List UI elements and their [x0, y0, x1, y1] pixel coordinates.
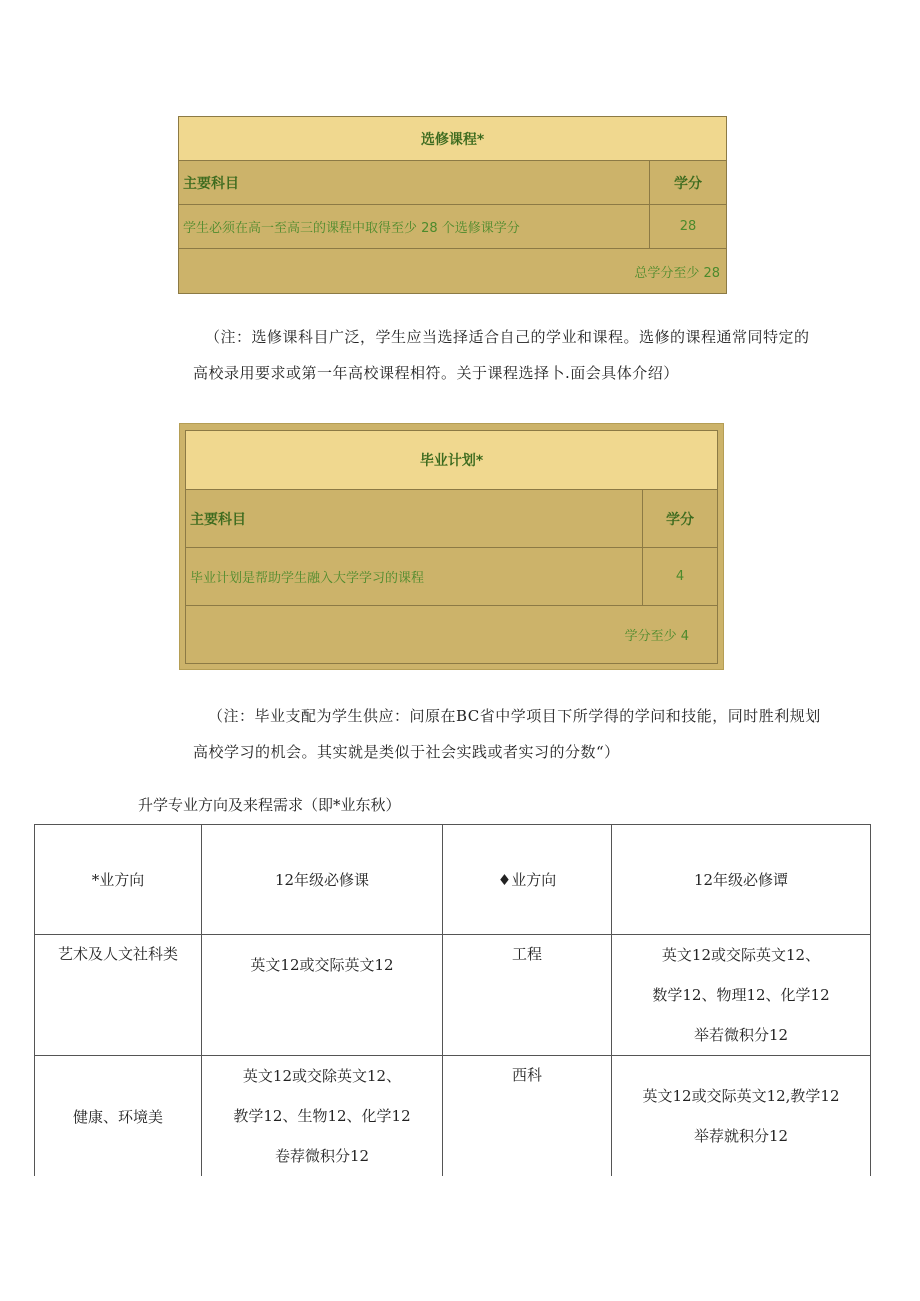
elective-table-title: 选修课程* [179, 117, 727, 161]
grad-total: 学分至少 4 [186, 606, 718, 664]
req-row2-course1-line: 卷荐微积分12 [274, 1147, 370, 1165]
elective-total: 总学分至少 28 [179, 249, 727, 294]
note-grad [208, 699, 821, 733]
req-row1-course2-line: 英文12或交际英文12、 [661, 946, 821, 964]
req-header-major2: ♦业方向 [443, 825, 612, 935]
req-row2-course2-line: 举荐就积分12 [693, 1127, 789, 1145]
table-row [35, 935, 871, 1056]
req-row2-major1: 健康、环境美 [35, 1056, 202, 1177]
elective-col-subject: 主要科目 [179, 161, 650, 205]
req-row2-course1-line: 英文12或交除英文12、 [242, 1067, 402, 1085]
note-elective-line2: 高校录用要求或第一年高校课程相符。关于课程选择卜.面会具体介绍） [193, 364, 679, 382]
elective-row-text: 学生必须在高一至高三的课程中取得至少 28 个选修课学分 [179, 205, 650, 249]
grad-table-title: 毕业计划* [186, 431, 718, 490]
req-row2-major2: 西科 [443, 1056, 612, 1177]
req-row1-major1: 艺术及人文社科类 [35, 935, 202, 1056]
req-row1-courses2 [612, 935, 871, 1056]
grad-table [185, 430, 718, 664]
req-row1-course2-line: 举若微积分12 [693, 1026, 789, 1044]
note-grad-line1: （注：毕业支配为学生供应：问原在BC省中学项目下所学得的学问和技能，同时胜利规划 [208, 707, 821, 725]
note-elective-line1: （注：选修课科目广泛，学生应当选择适合自己的学业和课程。选修的课程通常同特定的 [205, 328, 810, 346]
note-elective [205, 320, 810, 354]
grad-row-text: 毕业计划是帮助学生融入大学学习的课程 [186, 548, 643, 606]
req-row2-courses1 [202, 1056, 443, 1177]
req-header-courses1: 12年级必修课 [202, 825, 443, 935]
note-grad-cont [193, 735, 620, 769]
req-row1-course2-line: 数学12、物理12、化学12 [652, 986, 830, 1004]
req-title: 升学专业方向及来程需求（即*业东秋） [138, 796, 401, 814]
req-row1-courses1 [202, 935, 443, 1056]
req-header-row [35, 825, 871, 935]
grad-col-credits: 学分 [643, 490, 718, 548]
note-grad-line2: 高校学习的机会。其实就是类似于社会实践或者实习的分数“） [193, 743, 620, 761]
req-row2-course2-line: 英文12或交际英文12,教学12 [642, 1087, 840, 1105]
req-row2-course1-line: 教学12、生物12、化学12 [233, 1107, 411, 1125]
note-elective-cont [193, 356, 679, 390]
req-table [34, 824, 871, 1176]
req-header-major1: *业方向 [35, 825, 202, 935]
elective-row-credits: 28 [650, 205, 727, 249]
req-header-courses2: 12年级必修谭 [612, 825, 871, 935]
elective-table [178, 116, 727, 294]
req-row1-major2: 工程 [443, 935, 612, 1056]
req-row1-course1-line: 英文12或交际英文12 [250, 956, 394, 974]
req-row2-courses2 [612, 1056, 871, 1177]
table-row [35, 1056, 871, 1177]
elective-col-credits: 学分 [650, 161, 727, 205]
grad-col-subject: 主要科目 [186, 490, 643, 548]
grad-row-credits: 4 [643, 548, 718, 606]
